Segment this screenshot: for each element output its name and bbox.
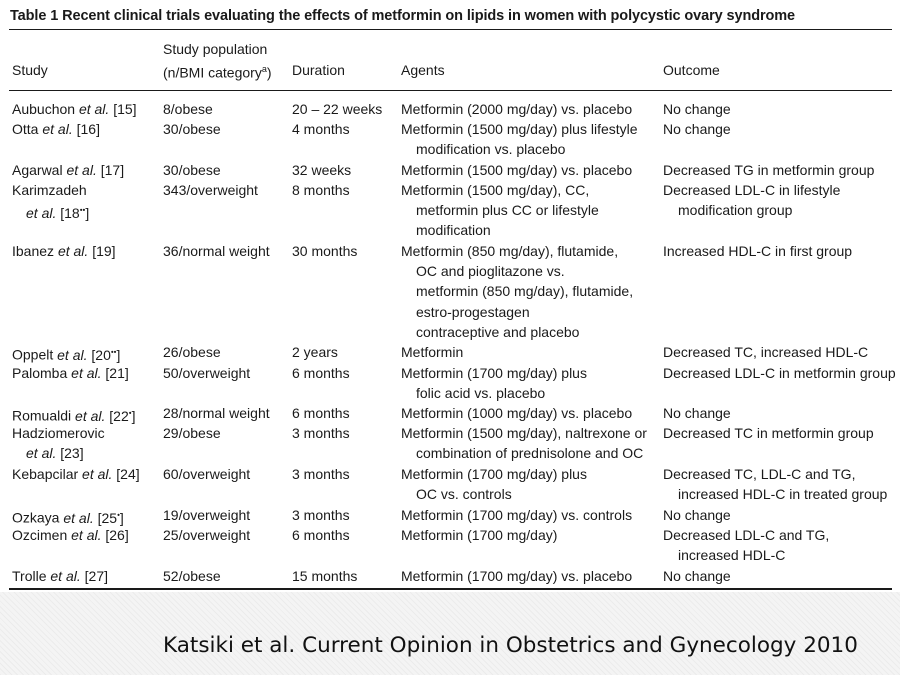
- study-etal: et al.: [82, 466, 113, 482]
- study-ref-close: ]: [131, 407, 136, 424]
- outcome-line: Decreased LDL-C and TG,: [663, 527, 830, 543]
- cell-agents: [401, 464, 587, 504]
- cell-study: [12, 566, 108, 586]
- cell-population: 30/obese: [163, 121, 221, 137]
- agents-line: Metformin (1700 mg/day) vs. controls: [401, 507, 633, 523]
- outcome-line: Decreased TC in metformin group: [663, 425, 874, 441]
- study-ref: [19]: [92, 243, 116, 259]
- agents-line: Metformin (1000 mg/day) vs. placebo: [401, 405, 633, 421]
- outcome-line: increased HDL-C: [678, 547, 786, 564]
- outcome-line: Decreased LDL-C in lifestyle: [663, 182, 841, 198]
- table-title: Table 1 Recent clinical trials evaluating the effects of metformin on lipids in women with polycystic ovary syndrome: [10, 8, 796, 24]
- agents-line: OC vs. controls: [416, 486, 512, 503]
- cell-study: [12, 363, 129, 383]
- agents-line: folic acid vs. placebo: [416, 385, 546, 402]
- outcome-line: Decreased LDL-C in metformin group: [663, 365, 896, 381]
- cell-population: 8/obese: [163, 101, 213, 117]
- agents-line: OC and pioglitazone vs.: [416, 263, 565, 280]
- cell-agents: [401, 525, 557, 545]
- cell-duration: 30 months: [292, 243, 358, 259]
- study-citation: [58, 243, 116, 259]
- study-ref-evidence: ••: [110, 347, 117, 356]
- study-author: Hadziomerovic: [12, 425, 105, 441]
- cell-study: [12, 464, 140, 484]
- cell-duration: 6 months: [292, 527, 350, 543]
- cell-duration: 20 – 22 weeks: [292, 101, 383, 117]
- study-author: Trolle: [12, 568, 47, 584]
- study-author: Kebapcilar: [12, 466, 79, 482]
- study-author: Otta: [12, 121, 39, 137]
- outcome-line: No change: [663, 507, 731, 523]
- outcome-line: No change: [663, 121, 731, 137]
- agents-line: combination of prednisolone and OC: [416, 445, 644, 462]
- study-citation: [42, 121, 100, 137]
- study-author: Romualdi: [12, 407, 72, 424]
- header-population: [163, 39, 272, 83]
- cell-study: [12, 180, 89, 223]
- header-population-footnote: a: [261, 64, 267, 74]
- study-ref: [25: [97, 509, 118, 526]
- cell-population: 36/normal weight: [163, 243, 270, 259]
- cell-agents: [401, 423, 647, 463]
- cell-study: [12, 160, 124, 180]
- study-author: Aubuchon: [12, 101, 76, 117]
- agents-line: Metformin (1500 mg/day), naltrexone or: [401, 425, 647, 441]
- study-ref-close: ]: [85, 204, 90, 221]
- study-etal: et al.: [71, 365, 102, 381]
- study-citation: [57, 347, 120, 363]
- cell-outcome: [663, 464, 887, 504]
- cell-duration: 8 months: [292, 182, 350, 198]
- study-citation: [66, 162, 124, 178]
- outcome-line: No change: [663, 405, 731, 421]
- cell-agents: [401, 119, 638, 159]
- cell-outcome: [663, 119, 731, 139]
- agents-line: Metformin: [401, 344, 464, 360]
- cell-study: [12, 99, 137, 119]
- agents-line: Metformin (850 mg/day), flutamide,: [401, 243, 619, 259]
- study-ref: [17]: [100, 162, 125, 178]
- study-citation: [26, 445, 84, 461]
- study-ref: [20: [91, 346, 111, 363]
- study-etal: et al.: [71, 527, 102, 543]
- cell-agents: [401, 363, 587, 403]
- study-citation: [71, 365, 129, 381]
- study-etal: et al.: [66, 162, 97, 178]
- cell-outcome: [663, 342, 868, 362]
- cell-outcome: [663, 505, 731, 525]
- study-citation: [75, 408, 135, 424]
- cell-outcome: [663, 525, 829, 565]
- agents-line: estro-progestagen: [416, 303, 530, 320]
- cell-study: [12, 525, 129, 545]
- cell-agents: [401, 241, 633, 342]
- study-author: Agarwal: [12, 162, 63, 178]
- cell-population: 29/obese: [163, 425, 221, 441]
- study-citation: [50, 568, 108, 584]
- study-author: Karimzadeh: [12, 182, 87, 198]
- agents-line: Metformin (1700 mg/day): [401, 527, 558, 543]
- cell-population: 60/overweight: [163, 466, 251, 482]
- cell-duration: 4 months: [292, 121, 350, 137]
- cell-study: [12, 119, 100, 139]
- agents-line: Metformin (1700 mg/day) plus: [401, 365, 587, 381]
- study-etal: et al.: [50, 568, 81, 584]
- agents-line: metformin plus CC or lifestyle: [416, 202, 599, 219]
- study-ref-evidence: •: [117, 510, 120, 519]
- study-citation: [71, 527, 129, 543]
- header-study: Study: [12, 62, 48, 78]
- cell-study: [12, 423, 105, 463]
- study-ref: [24]: [116, 466, 140, 482]
- cell-duration: 3 months: [292, 425, 350, 441]
- outcome-line: modification group: [678, 202, 793, 219]
- outcome-line: Decreased TG in metformin group: [663, 162, 875, 178]
- cell-agents: [401, 99, 632, 119]
- cell-outcome: [663, 363, 896, 383]
- study-ref: [27]: [84, 568, 108, 584]
- study-etal: et al.: [42, 121, 73, 137]
- study-citation: [82, 466, 140, 482]
- header-duration: Duration: [292, 62, 345, 78]
- header-population-post: ): [266, 64, 272, 81]
- study-etal: et al.: [57, 346, 88, 363]
- cell-population: 28/normal weight: [163, 405, 270, 421]
- study-ref: [16]: [76, 121, 100, 137]
- cell-agents: [401, 160, 632, 180]
- study-ref-evidence: ••: [79, 205, 86, 215]
- study-ref: [23]: [60, 445, 84, 462]
- outcome-line: increased HDL-C in treated group: [678, 486, 888, 503]
- cell-duration: 3 months: [292, 466, 350, 482]
- study-etal: et al.: [57, 243, 89, 259]
- cell-outcome: [663, 403, 731, 423]
- study-ref-close: ]: [116, 346, 121, 363]
- study-etal: et al.: [26, 204, 57, 221]
- cell-population: 343/overweight: [163, 182, 258, 198]
- study-etal: et al.: [63, 509, 94, 526]
- cell-duration: 3 months: [292, 507, 350, 523]
- agents-line: Metformin (1500 mg/day) vs. placebo: [401, 162, 633, 178]
- agents-line: Metformin (1700 mg/day) plus: [401, 466, 587, 482]
- header-population-line1: Study population: [163, 41, 268, 57]
- cell-agents: [401, 403, 632, 423]
- cell-agents: [401, 566, 632, 586]
- cell-population: 30/obese: [163, 162, 221, 178]
- study-ref-evidence: •: [128, 408, 132, 417]
- agents-line: modification: [416, 222, 491, 239]
- cell-population: 25/overweight: [163, 527, 251, 543]
- agents-line: modification vs. placebo: [416, 141, 566, 158]
- agents-line: metformin (850 mg/day), flutamide,: [416, 283, 634, 300]
- cell-agents: [401, 342, 463, 362]
- study-author: Palomba: [12, 365, 68, 381]
- study-citation: [26, 205, 89, 221]
- outcome-line: Increased HDL-C in first group: [663, 243, 853, 259]
- study-ref: [18: [60, 204, 80, 221]
- cell-study: [12, 241, 116, 261]
- table-top-rule: [9, 29, 892, 30]
- study-citation: [63, 510, 123, 526]
- study-author: Ozkaya: [12, 509, 60, 526]
- outcome-line: No change: [663, 568, 731, 584]
- cell-population: 19/overweight: [163, 507, 251, 523]
- agents-line: Metformin (1500 mg/day) plus lifestyle: [401, 121, 638, 137]
- citation-credit: Katsiki et al. Current Opinion in Obstetrics and Gynecology 2010: [163, 633, 858, 658]
- study-etal: et al.: [26, 445, 57, 462]
- cell-duration: 6 months: [292, 365, 350, 381]
- study-author: Oppelt: [12, 346, 54, 363]
- table-header-rule: [9, 90, 892, 91]
- cell-outcome: [663, 423, 874, 443]
- study-etal: et al.: [75, 407, 106, 424]
- cell-duration: 6 months: [292, 405, 350, 421]
- cell-duration: 2 years: [292, 344, 338, 360]
- header-population-pre: (n/BMI category: [163, 64, 262, 81]
- study-ref: [15]: [113, 101, 137, 117]
- cell-duration: 32 weeks: [292, 162, 352, 178]
- agents-line: Metformin (1700 mg/day) vs. placebo: [401, 568, 633, 584]
- cell-outcome: [663, 241, 852, 261]
- cell-agents: [401, 505, 632, 525]
- study-ref: [22: [109, 407, 129, 424]
- cell-outcome: [663, 566, 731, 586]
- header-agents: Agents: [401, 62, 445, 78]
- agents-line: Metformin (2000 mg/day) vs. placebo: [401, 101, 633, 117]
- cell-outcome: [663, 99, 731, 119]
- cell-outcome: [663, 180, 840, 220]
- study-author: Ibanez: [12, 243, 55, 259]
- cell-population: 52/obese: [163, 568, 221, 584]
- cell-outcome: [663, 160, 874, 180]
- study-ref-close: ]: [119, 509, 124, 526]
- cell-agents: [401, 180, 599, 241]
- study-citation: [79, 101, 137, 117]
- cell-population: 26/obese: [163, 344, 221, 360]
- table-bottom-rule: [9, 588, 892, 590]
- study-ref: [26]: [105, 527, 129, 543]
- study-author: Ozcimen: [12, 527, 68, 543]
- study-ref: [21]: [105, 365, 129, 381]
- agents-line: Metformin (1500 mg/day), CC,: [401, 182, 590, 198]
- outcome-line: No change: [663, 101, 731, 117]
- header-outcome: Outcome: [663, 62, 720, 78]
- cell-duration: 15 months: [292, 568, 358, 584]
- cell-study: [12, 342, 120, 365]
- outcome-line: Decreased TC, increased HDL-C: [663, 344, 869, 360]
- outcome-line: Decreased TC, LDL-C and TG,: [663, 466, 856, 482]
- agents-line: contraceptive and placebo: [416, 323, 580, 340]
- header-population-line2: [163, 59, 272, 83]
- study-etal: et al.: [78, 101, 110, 117]
- cell-population: 50/overweight: [163, 365, 251, 381]
